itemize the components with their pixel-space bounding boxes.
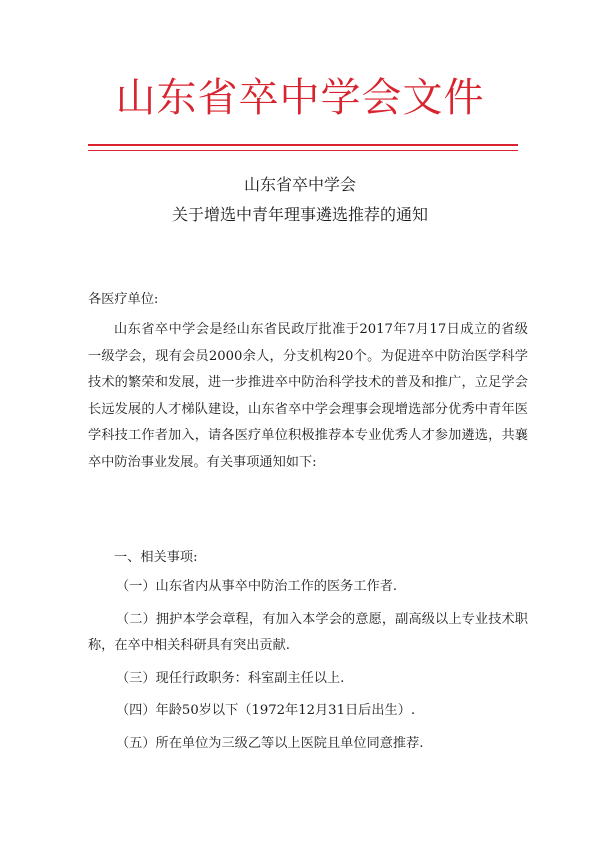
list-item: （二）拥护本学会章程，有加入本学会的意愿，副高级以上专业技术职称，在卒中相关科研具有突出贡献.	[88, 611, 528, 653]
document-header-title: 山东省卒中学会文件	[115, 75, 485, 121]
notice-title-line2: 关于增选中青年理事遴选推荐的通知	[171, 205, 428, 224]
notice-title-line1: 山东省卒中学会	[243, 175, 356, 194]
salutation: 各医疗单位:	[88, 292, 159, 307]
list-item: （一）山东省内从事卒中防治工作的医务工作者.	[116, 579, 398, 594]
list-item: （三）现任行政职务：科室副主任以上.	[116, 670, 345, 686]
intro-paragraph: 山东省卒中学会是经山东省民政厅批准于2017年7月17日成立的省级一级学会，现有会员2000余人，分支机构20个。为促进卒中防治医学科学技术的繁荣和发展，进一步推进卒中防治科学技术的普及和推广，立足学会长远发展的人才梯队建设，山东省卒中学会理事会现增选部分优秀中青年医学科技工作者加入，请各医疗单位积极推荐本专业优秀人才参加遴选，共襄卒中防治事业发展。有关事项通知如下:	[88, 322, 528, 470]
header-rule-thin	[88, 150, 518, 151]
header-rule-thick	[88, 144, 518, 146]
list-item: （五）所在单位为三级乙等以上医院且单位同意推荐.	[116, 735, 424, 751]
requirements-list	[88, 574, 528, 763]
list-item: （四）年龄50岁以下（1972年12月31日后出生）.	[116, 703, 416, 718]
section-heading-related-matters: 一、相关事项:	[114, 550, 198, 565]
